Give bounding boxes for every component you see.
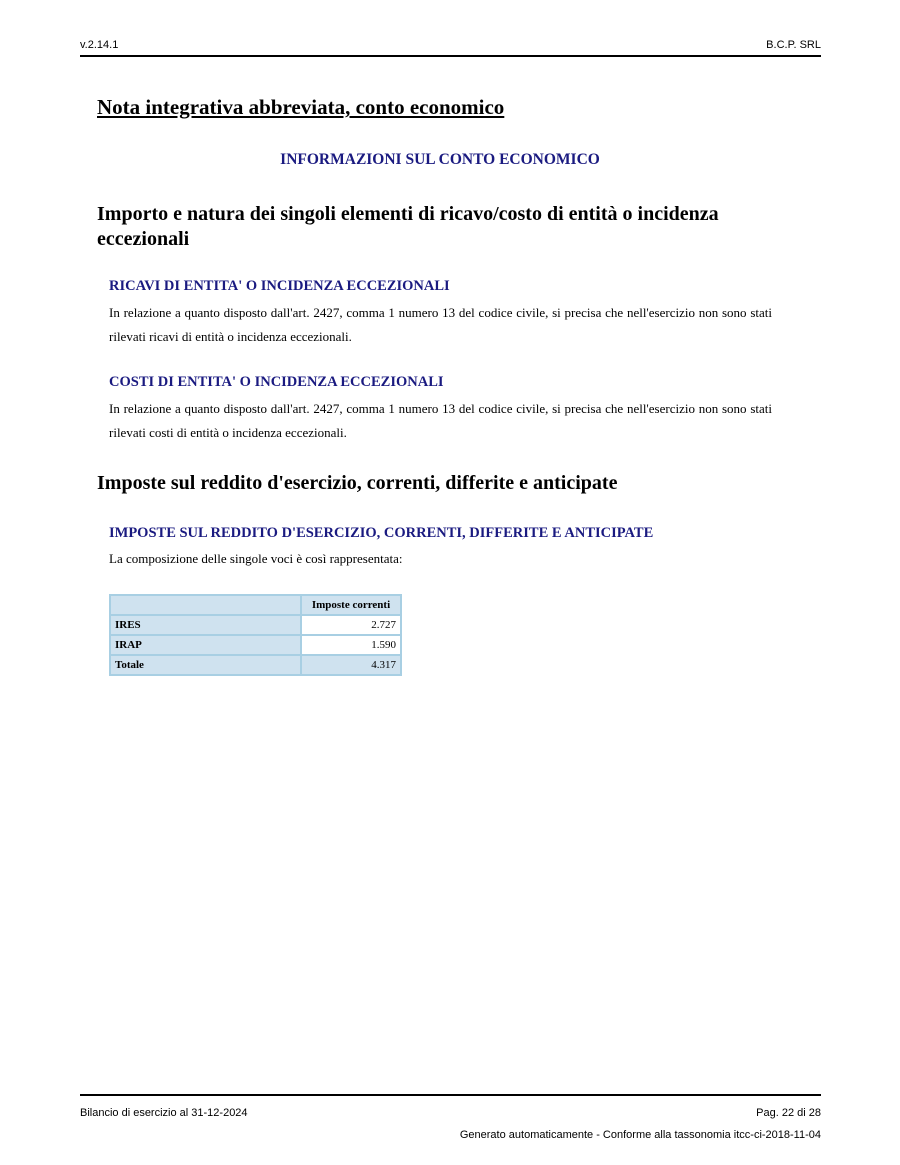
costi-title: COSTI DI ENTITA' O INCIDENZA ECCEZIONALI bbox=[109, 374, 444, 390]
column-header: Imposte correnti bbox=[301, 595, 401, 615]
row-label: IRAP bbox=[110, 635, 301, 655]
taxes-heading: Imposte sul reddito d'esercizio, correnti, differite e anticipate bbox=[97, 472, 618, 494]
company-name: B.C.P. SRL bbox=[766, 39, 821, 51]
row-value: 1.590 bbox=[301, 635, 401, 655]
table-row bbox=[110, 615, 401, 635]
taxes-subtitle: IMPOSTE SUL REDDITO D'ESERCIZIO, CORRENTI, DIFFERITE E ANTICIPATE bbox=[109, 525, 654, 541]
version-label: v.2.14.1 bbox=[80, 39, 119, 51]
main-title: Nota integrativa abbreviata, conto economico bbox=[97, 95, 505, 119]
ricavi-text: In relazione a quanto disposto dall'art. 2427, comma 1 numero 13 del codice civile, si precisa che nell'esercizio non sono stati rilevati ricavi di entità o incidenza eccezionali. bbox=[109, 305, 772, 344]
total-label: Totale bbox=[110, 655, 301, 675]
table-row bbox=[110, 635, 401, 655]
table-header-row bbox=[110, 595, 401, 615]
footer-balance-date: Bilancio di esercizio al 31-12-2024 bbox=[80, 1107, 248, 1119]
footer-generated-note: Generato automaticamente - Conforme alla tassonomia itcc-ci-2018-11-04 bbox=[459, 1129, 821, 1141]
page-number: Pag. 22 di 28 bbox=[756, 1107, 821, 1119]
row-label: IRES bbox=[110, 615, 301, 635]
section-title: INFORMAZIONI SUL CONTO ECONOMICO bbox=[280, 151, 600, 168]
extraordinary-items-heading: Importo e natura dei singoli elementi di ricavo/costo di entità o incidenza eccezionali bbox=[97, 203, 719, 250]
taxes-table bbox=[109, 594, 402, 676]
ricavi-title: RICAVI DI ENTITA' O INCIDENZA ECCEZIONALI bbox=[109, 278, 450, 294]
table-total-row bbox=[110, 655, 401, 675]
costi-text: In relazione a quanto disposto dall'art. 2427, comma 1 numero 13 del codice civile, si precisa che nell'esercizio non sono stati rilevati costi di entità o incidenza eccezionali. bbox=[109, 401, 772, 440]
total-value: 4.317 bbox=[301, 655, 401, 675]
page-footer bbox=[80, 1094, 821, 1141]
row-value: 2.727 bbox=[301, 615, 401, 635]
taxes-intro: La composizione delle singole voci è così rappresentata: bbox=[109, 551, 403, 566]
table-corner-cell bbox=[110, 595, 301, 615]
page-header bbox=[80, 38, 821, 57]
